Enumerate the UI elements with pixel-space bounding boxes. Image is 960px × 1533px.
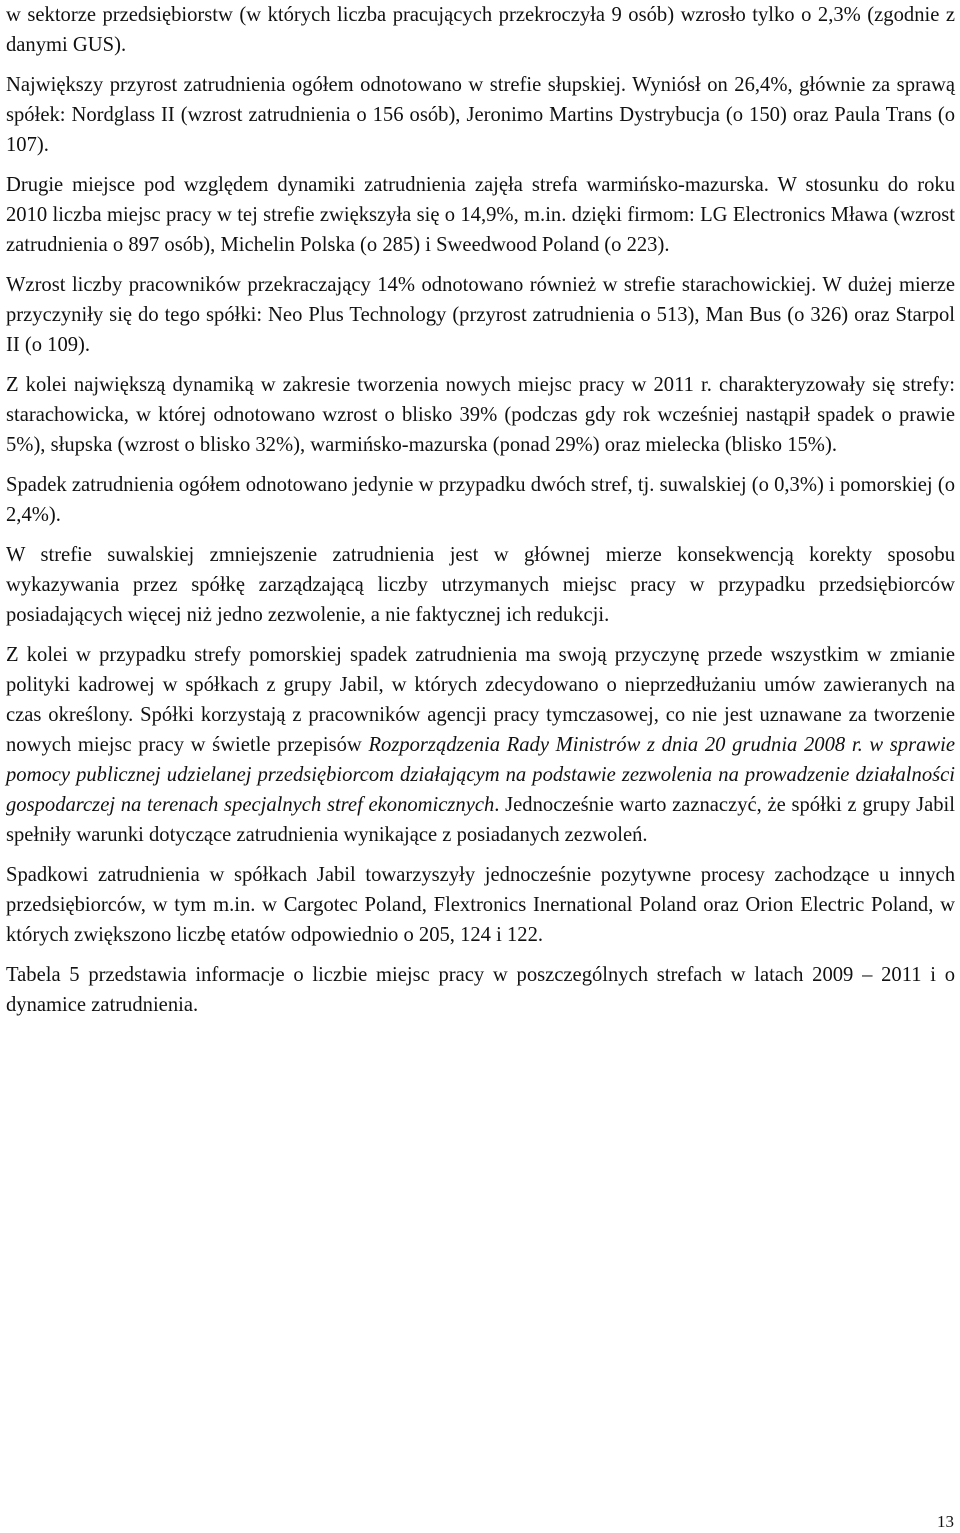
document-page	[6, 0, 955, 1030]
paragraph-job-creation-dynamics: Z kolei największą dynamiką w zakresie tworzenia nowych miejsc pracy w 2011 r. charakteryzowały się strefy: starachowicka, w której odnotowano wzrost o blisko 39% (podczas gdy rok wcześniej nastąpił spadek o prawie 5%), słupska (wzrost o blisko 32%), warmińsko-mazurska (ponad 29%) oraz mielecka (blisko 15%).	[6, 374, 955, 456]
paragraph-jabil-offset: Spadkowi zatrudnienia w spółkach Jabil towarzyszyły jednocześnie pozytywne procesy zachodzące u innych przedsiębiorców, w tym m.in. w Cargotec Poland, Flextronics Inernational Poland oraz Orion Electric Poland, w których zwiększono liczbę etatów odpowiednio o 205, 124 i 122.	[6, 864, 955, 946]
paragraph-suwalska-zone: W strefie suwalskiej zmniejszenie zatrudnienia jest w głównej mierze konsekwencją korekty sposobu wykazywania przez spółkę zarządzającą liczby utrzymanych miejsc pracy w przypadku przedsiębiorców posiadających więcej niż jedno zezwolenie, a nie faktycznej ich redukcji.	[6, 544, 955, 626]
pomorska-text-part2: . Jednocześnie warto zaznaczyć, że spółki z grupy Jabil spełniły warunki dotyczące zatrudnienia wynikające z posiadanych zezwoleń.	[6, 794, 956, 846]
paragraph-gus-context: w sektorze przedsiębiorstw (w których liczba pracujących przekroczyła 9 osób) wzrosło tylko o 2,3% (zgodnie z danymi GUS).	[6, 4, 955, 56]
paragraph-warminsko-mazurska-zone: Drugie miejsce pod względem dynamiki zatrudnienia zajęła strefa warmińsko-mazurska. W stosunku do roku 2010 liczba miejsc pracy w tej strefie zwiększyła się o 14,9%, m.in. dzięki firmom: LG Electronics Mława (wzrost zatrudnienia o 897 osób), Michelin Polska (o 285) i Sweedwood Poland (o 223).	[6, 174, 955, 256]
regulation-title: Rozporządzenia Rady Ministrów z dnia 20 grudnia 2008 r. w sprawie pomocy publicznej udzielanej przedsiębiorcom działającym na podstawie zezwolenia na prowadzenie działalności gospodarczej na terenach specjalnych stref ekonomicznych	[6, 734, 955, 816]
paragraph-pomorska-zone	[6, 640, 955, 850]
paragraph-slupska-zone: Największy przyrost zatrudnienia ogółem odnotowano w strefie słupskiej. Wyniósł on 26,4%, głównie za sprawą spółek: Nordglass II (wzrost zatrudnienia o 156 osób), Jeronimo Martins Dystrybucja (o 150) oraz Paula Trans (o 107).	[6, 74, 955, 156]
paragraph-table-reference: Tabela 5 przedstawia informacje o liczbie miejsc pracy w poszczególnych strefach w latach 2009 – 2011 i o dynamice zatrudnienia.	[6, 964, 955, 1016]
pomorska-text-part1: Z kolei w przypadku strefy pomorskiej spadek zatrudnienia ma swoją przyczynę przede wszystkim w zmianie polityki kadrowej w spółkach z grupy Jabil, w których zdecydowano o nieprzedłużaniu umów zawieranych na czas określony. Spółki korzystają z pracowników agencji pracy tymczasowej, co nie jest uznawane za tworzenie nowych miejsc pracy w świetle przepisów	[6, 644, 955, 756]
paragraph-starachowicka-zone: Wzrost liczby pracowników przekraczający 14% odnotowano również w strefie starachowickiej. W dużej mierze przyczyniły się do tego spółki: Neo Plus Technology (przyrost zatrudnienia o 513), Man Bus (o 326) oraz Starpol II (o 109).	[6, 274, 955, 356]
page-number: 13	[937, 1512, 954, 1531]
paragraph-employment-decline: Spadek zatrudnienia ogółem odnotowano jedynie w przypadku dwóch stref, tj. suwalskiej (o 0,3%) i pomorskiej (o 2,4%).	[6, 474, 955, 526]
